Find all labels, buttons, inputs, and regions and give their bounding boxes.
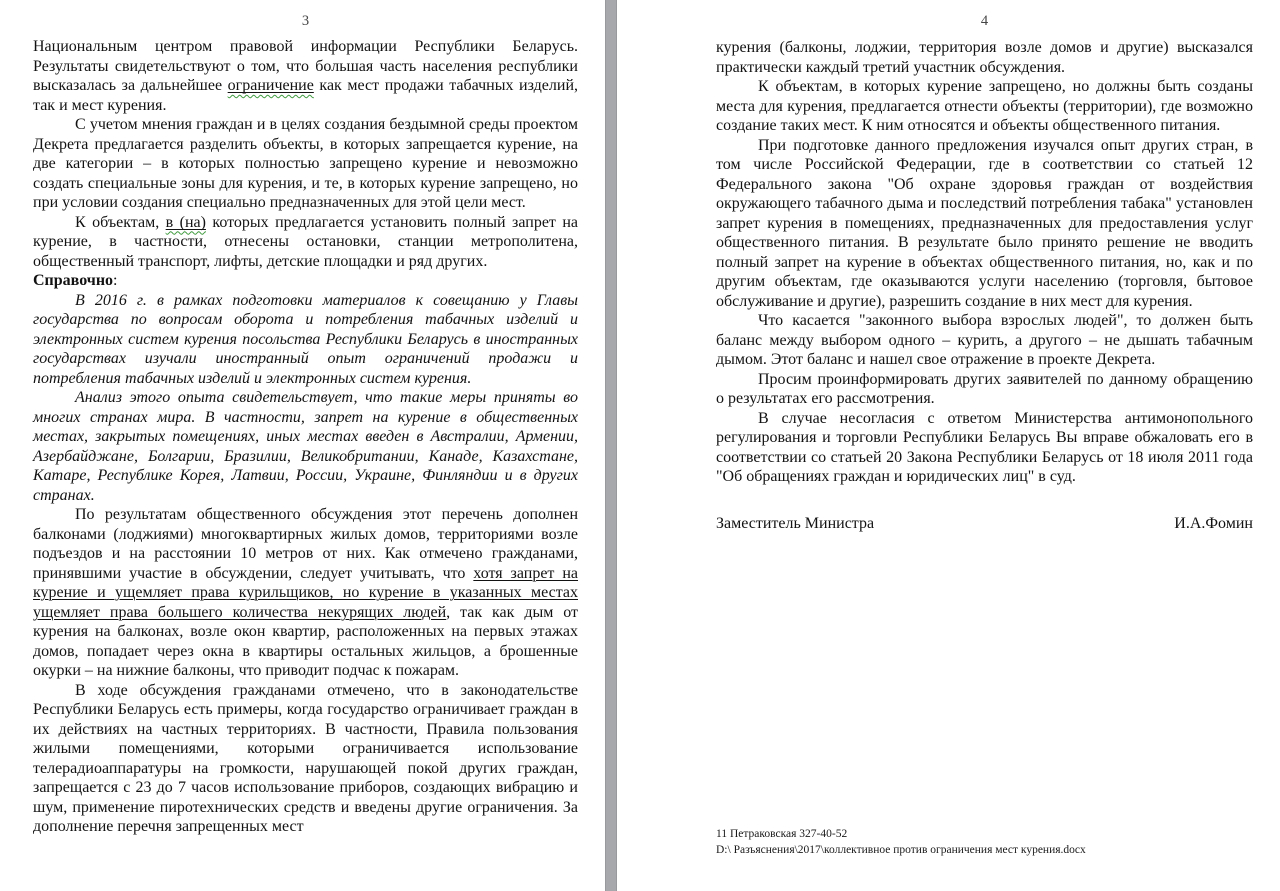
paragraph — [716, 311, 1253, 370]
underlined-text-run — [228, 77, 314, 94]
page-number-3: 3 — [301, 13, 310, 29]
text-run: курения (балконы, лоджии, территория возле домов и другие) высказался практически каждый третий участник обсуждения. — [716, 39, 1253, 76]
paragraph — [716, 370, 1253, 409]
text-run: При подготовке данного предложения изучался опыт других стран, в том числе Российской Федерации, где в соответствии со статьей 12 Федерального закона "Об охране здоровья граждан от воздействия окружающего табачного дыма и последствий потребления табака" установлен запрет курения в помещениях, предназначенных для предоставления услуг общественного питания. В результате было принято решение не вводить полный запрет на курение в объектах общественного питания, но, как и по другим объектам, где оказываются услуги населению (торговля, бытовое обслуживание и другие), разрешить создание в них мест для курения. — [716, 136, 1253, 310]
text-run: С учетом мнения граждан и в целях создания бездымной среды проектом Декрета предлагается разделить объекты, в которых запрещается курение, на две категории – в которых полностью запрещено курение и невозможно создать специальные зоны для курения, и те, в которых курение запрещено, но при условии создания специально предназначенных для этой цели мест. — [33, 116, 578, 211]
text-run: К объектам, в которых курение запрещено, но должны быть созданы места для курения, предлагается отнести объекты (территории), где возможно создание таких мест. К ним относятся и объекты общественного питания. — [716, 78, 1253, 134]
document-page-4 — [617, 0, 1280, 891]
underlined-text-run — [166, 214, 206, 231]
page-gap-divider — [605, 0, 617, 891]
paragraph — [33, 291, 578, 389]
paragraph — [33, 681, 578, 837]
page-4-paragraphs — [716, 38, 1253, 487]
paragraph — [33, 115, 578, 213]
spellcheck-wavy-underline: ограничение — [227, 77, 314, 94]
signature-row — [716, 514, 1253, 534]
paragraph — [33, 388, 578, 505]
paragraph — [33, 213, 578, 272]
text-run: Национальным центром правовой информации Республики Беларусь. Результаты свидетельствуют о том, что большая часть населения республики высказалась за дальнейшее — [33, 38, 578, 94]
text-run: По результатам общественного обсуждения этот перечень дополнен балконами (лоджиями) многоквартирных жилых домов, территориями возле подъездов и на расстоянии 10 метров от них. Как отмечено гражданами, принявшими участие в обсуждении, следует учитывать, что — [33, 506, 578, 582]
text-run: Просим проинформировать других заявителей по данному обращению о результатах его рассмотрения. — [716, 370, 1253, 407]
paragraph — [33, 505, 578, 681]
text-run: : — [113, 272, 118, 289]
paragraph — [33, 37, 578, 115]
spellcheck-wavy-underline: в (на) — [165, 213, 206, 231]
text-run: как мест продажи табачных изделий, так и мест курения. — [33, 77, 578, 114]
bold-text-run: Справочно — [33, 272, 114, 289]
text-run: Что касается "законного выбора взрослых людей", то должен быть баланс между выбором одного – курить, а другого – не дышать табачным дымом. Этот баланс и нашел свое отражение в проекте Декрета. — [716, 312, 1253, 368]
document-page-3 — [0, 0, 605, 891]
signature-title: Заместитель Министра — [716, 514, 875, 532]
footer-file-path: D:\ Разъяснения\2017\коллективное против ограничения мест курения.docx — [716, 843, 1086, 856]
page-4-text-body — [716, 38, 1253, 533]
paragraph — [716, 77, 1253, 136]
underlined-text-run: хотя запрет на курение и ущемляет права курильщиков, но курение в указанных местах ущемляет права большего количества некурящих людей — [33, 564, 579, 621]
text-run: В 2016 г. в рамках подготовки материалов к совещанию у Главы государства по вопросам оборота и потребления табачных изделий и электронных систем курения посольства Республики Беларусь в иностранных государствах изучали иностранный опыт ограничений продажи и потребления табачных изделий и электронных систем курения. — [33, 291, 578, 387]
paragraph — [33, 271, 578, 291]
text-run: Анализ этого опыта свидетельствует, что такие меры приняты во многих странах мира. В частности, запрет на курение в общественных местах, закрытых помещениях, иных местах введен в Австралии, Армении, Азербайджане, Болгарии, Бразилии, Великобритании, Канаде, Казахстане, Катаре, Республике Корея, Латвии, России, Украине, Финляндии и в других странах. — [33, 389, 578, 504]
page-number-4: 4 — [980, 13, 989, 29]
footer-contact-line: 11 Петраковская 327-40-52 — [716, 828, 848, 840]
text-run: В ходе обсуждения гражданами отмечено, что в законодательстве Республики Беларусь есть примеры, когда государство ограничивает граждан в их действиях на частных территориях. В частности, Правила пользования жилыми помещениями, которыми ограничивается использование телерадиоаппаратуры на громкости, нарушающей покой других граждан, запрещается с 23 до 7 часов использование приборов, создающих вибрацию и шум, применение пиротехнических средств и введены другие ограничения. За дополнение перечня запрещенных мест — [33, 681, 578, 835]
paragraph — [716, 136, 1253, 312]
paragraph — [716, 38, 1253, 77]
page-3-text-body — [33, 37, 578, 837]
text-run: В случае несогласия с ответом Министерства антимонопольного регулирования и торговли Республики Беларусь Вы вправе обжаловать его в соответствии со статьей 20 Закона Республики Беларусь от 18 июля 2011 года "Об обращениях граждан и юридических лиц" в суд. — [716, 409, 1253, 485]
text-run: , так как дым от курения на балконах, возле окон квартир, расположенных на первых этажах домов, попадает через окна в квартиры остальных жильцов, а брошенные окурки – на нижние балконы, что приводит подчас к пожарам. — [33, 603, 579, 679]
paragraph — [716, 409, 1253, 487]
text-run: К объектам, — [75, 213, 166, 231]
document-footer — [716, 827, 1253, 858]
text-run: которых предлагается установить полный запрет на курение, в частности, отнесены остановки, станции метрополитена, общественный транспорт, лифты, детские площадки и ряд других. — [33, 213, 579, 270]
signature-name: И.А.Фомин — [1174, 514, 1253, 532]
